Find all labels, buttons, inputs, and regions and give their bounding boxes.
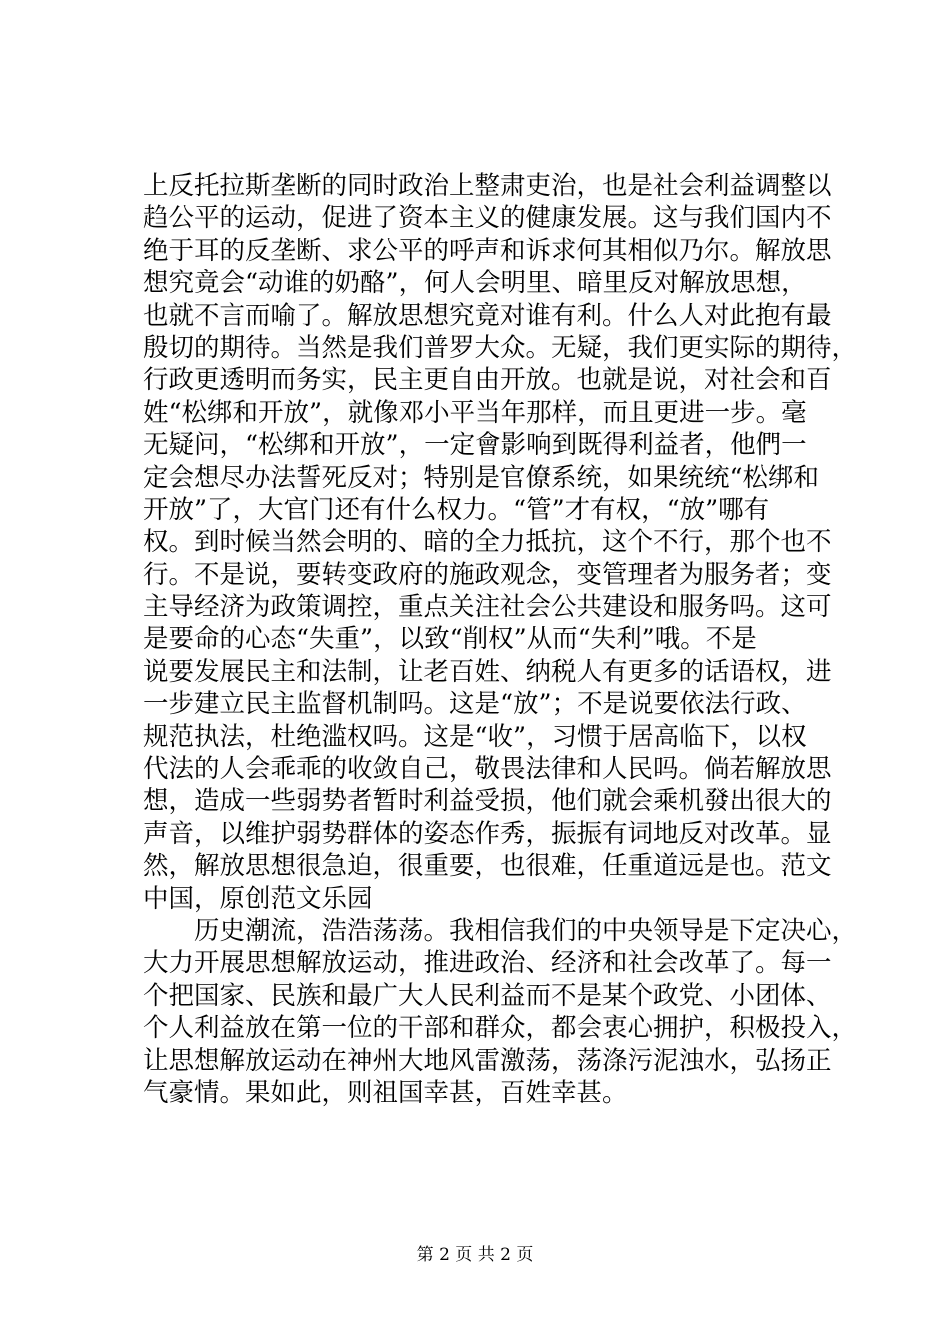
text-line: 代法的人会乖乖的收敛自己，敬畏法律和人民吗。倘若解放思 xyxy=(143,754,832,785)
text-line: 历史潮流，浩浩荡荡。我相信我们的中央领导是下定决心， xyxy=(143,915,858,946)
text-line: 说要发展民主和法制，让老百姓、纳税人有更多的话语权，进 xyxy=(143,656,832,687)
text-line: 大力开展思想解放运动，推进政治、经济和社会改革了。每一 xyxy=(143,948,832,979)
text-line: 也就不言而喻了。解放思想究竟对谁有利。什么人对此抱有最 xyxy=(143,300,832,331)
text-line: 中国，原创范文乐园 xyxy=(143,883,373,914)
text-line: 开放”了，大官门还有什么权力。“管”才有权，“放”哪有 xyxy=(143,494,770,525)
text-line: 规范执法，杜绝滥权吗。这是“收”，习惯于居高临下，以权 xyxy=(143,721,807,752)
page-footer xyxy=(0,1245,950,1265)
text-line: 然，解放思想很急迫，很重要，也很难，任重道远是也。范文 xyxy=(143,851,832,882)
text-line: 绝于耳的反垄断、求公平的呼声和诉求何其相似乃尔。解放思 xyxy=(143,235,832,266)
text-line: 行政更透明而务实，民主更自由开放。也就是说，对社会和百 xyxy=(143,365,832,396)
text-line: 趋公平的运动，促进了资本主义的健康发展。这与我们国内不 xyxy=(143,203,832,234)
text-line: 个人利益放在第一位的干部和群众，都会衷心拥护，积极投入， xyxy=(143,1013,858,1044)
text-line: 无疑问，“松绑和开放”，一定會影响到既得利益者，他們一 xyxy=(143,430,807,461)
text-line: 上反托拉斯垄断的同时政治上整肃吏治，也是社会利益调整以 xyxy=(143,171,832,201)
text-line: 让思想解放运动在神州大地风雷激荡，荡涤污泥浊水，弘扬正 xyxy=(143,1045,832,1076)
text-line: 权。到时候当然会明的、暗的全力抵抗，这个不行，那个也不 xyxy=(143,527,832,558)
document-body xyxy=(143,170,858,1109)
text-line: 定会想尽办法誓死反对；特别是官僚系统，如果统统“松绑和 xyxy=(143,462,820,493)
text-line: 气豪情。果如此，则祖国幸甚，百姓幸甚。 xyxy=(143,1077,628,1108)
text-line: 想究竟会“动谁的奶酪”，何人会明里、暗里反对解放思想， xyxy=(143,268,807,299)
text-line: 是要命的心态“失重”，以致“削权”从而“失利”哦。不是 xyxy=(143,624,757,655)
text-line: 声音，以维护弱势群体的姿态作秀，振振有词地反对改革。显 xyxy=(143,818,832,849)
text-line: 行。不是说，要转变政府的施政观念，变管理者为服务者；变 xyxy=(143,559,832,590)
text-line: 主导经济为政策调控，重点关注社会公共建设和服务吗。这可 xyxy=(143,592,832,623)
text-line: 殷切的期待。当然是我们普罗大众。无疑，我们更实际的期待， xyxy=(143,332,858,363)
text-line: 个把国家、民族和最广大人民利益而不是某个政党、小团体、 xyxy=(143,980,832,1011)
text-line: 姓“松绑和开放”，就像邓小平当年那样，而且更进一步。毫 xyxy=(143,397,807,428)
text-line: 一步建立民主监督机制吗。这是“放”；不是说要依法行政、 xyxy=(143,689,807,720)
page-number-label: 第 2 页 共 2 页 xyxy=(416,1245,534,1265)
text-line: 想，造成一些弱势者暂时利益受损，他们就会乘机發出很大的 xyxy=(143,786,832,817)
